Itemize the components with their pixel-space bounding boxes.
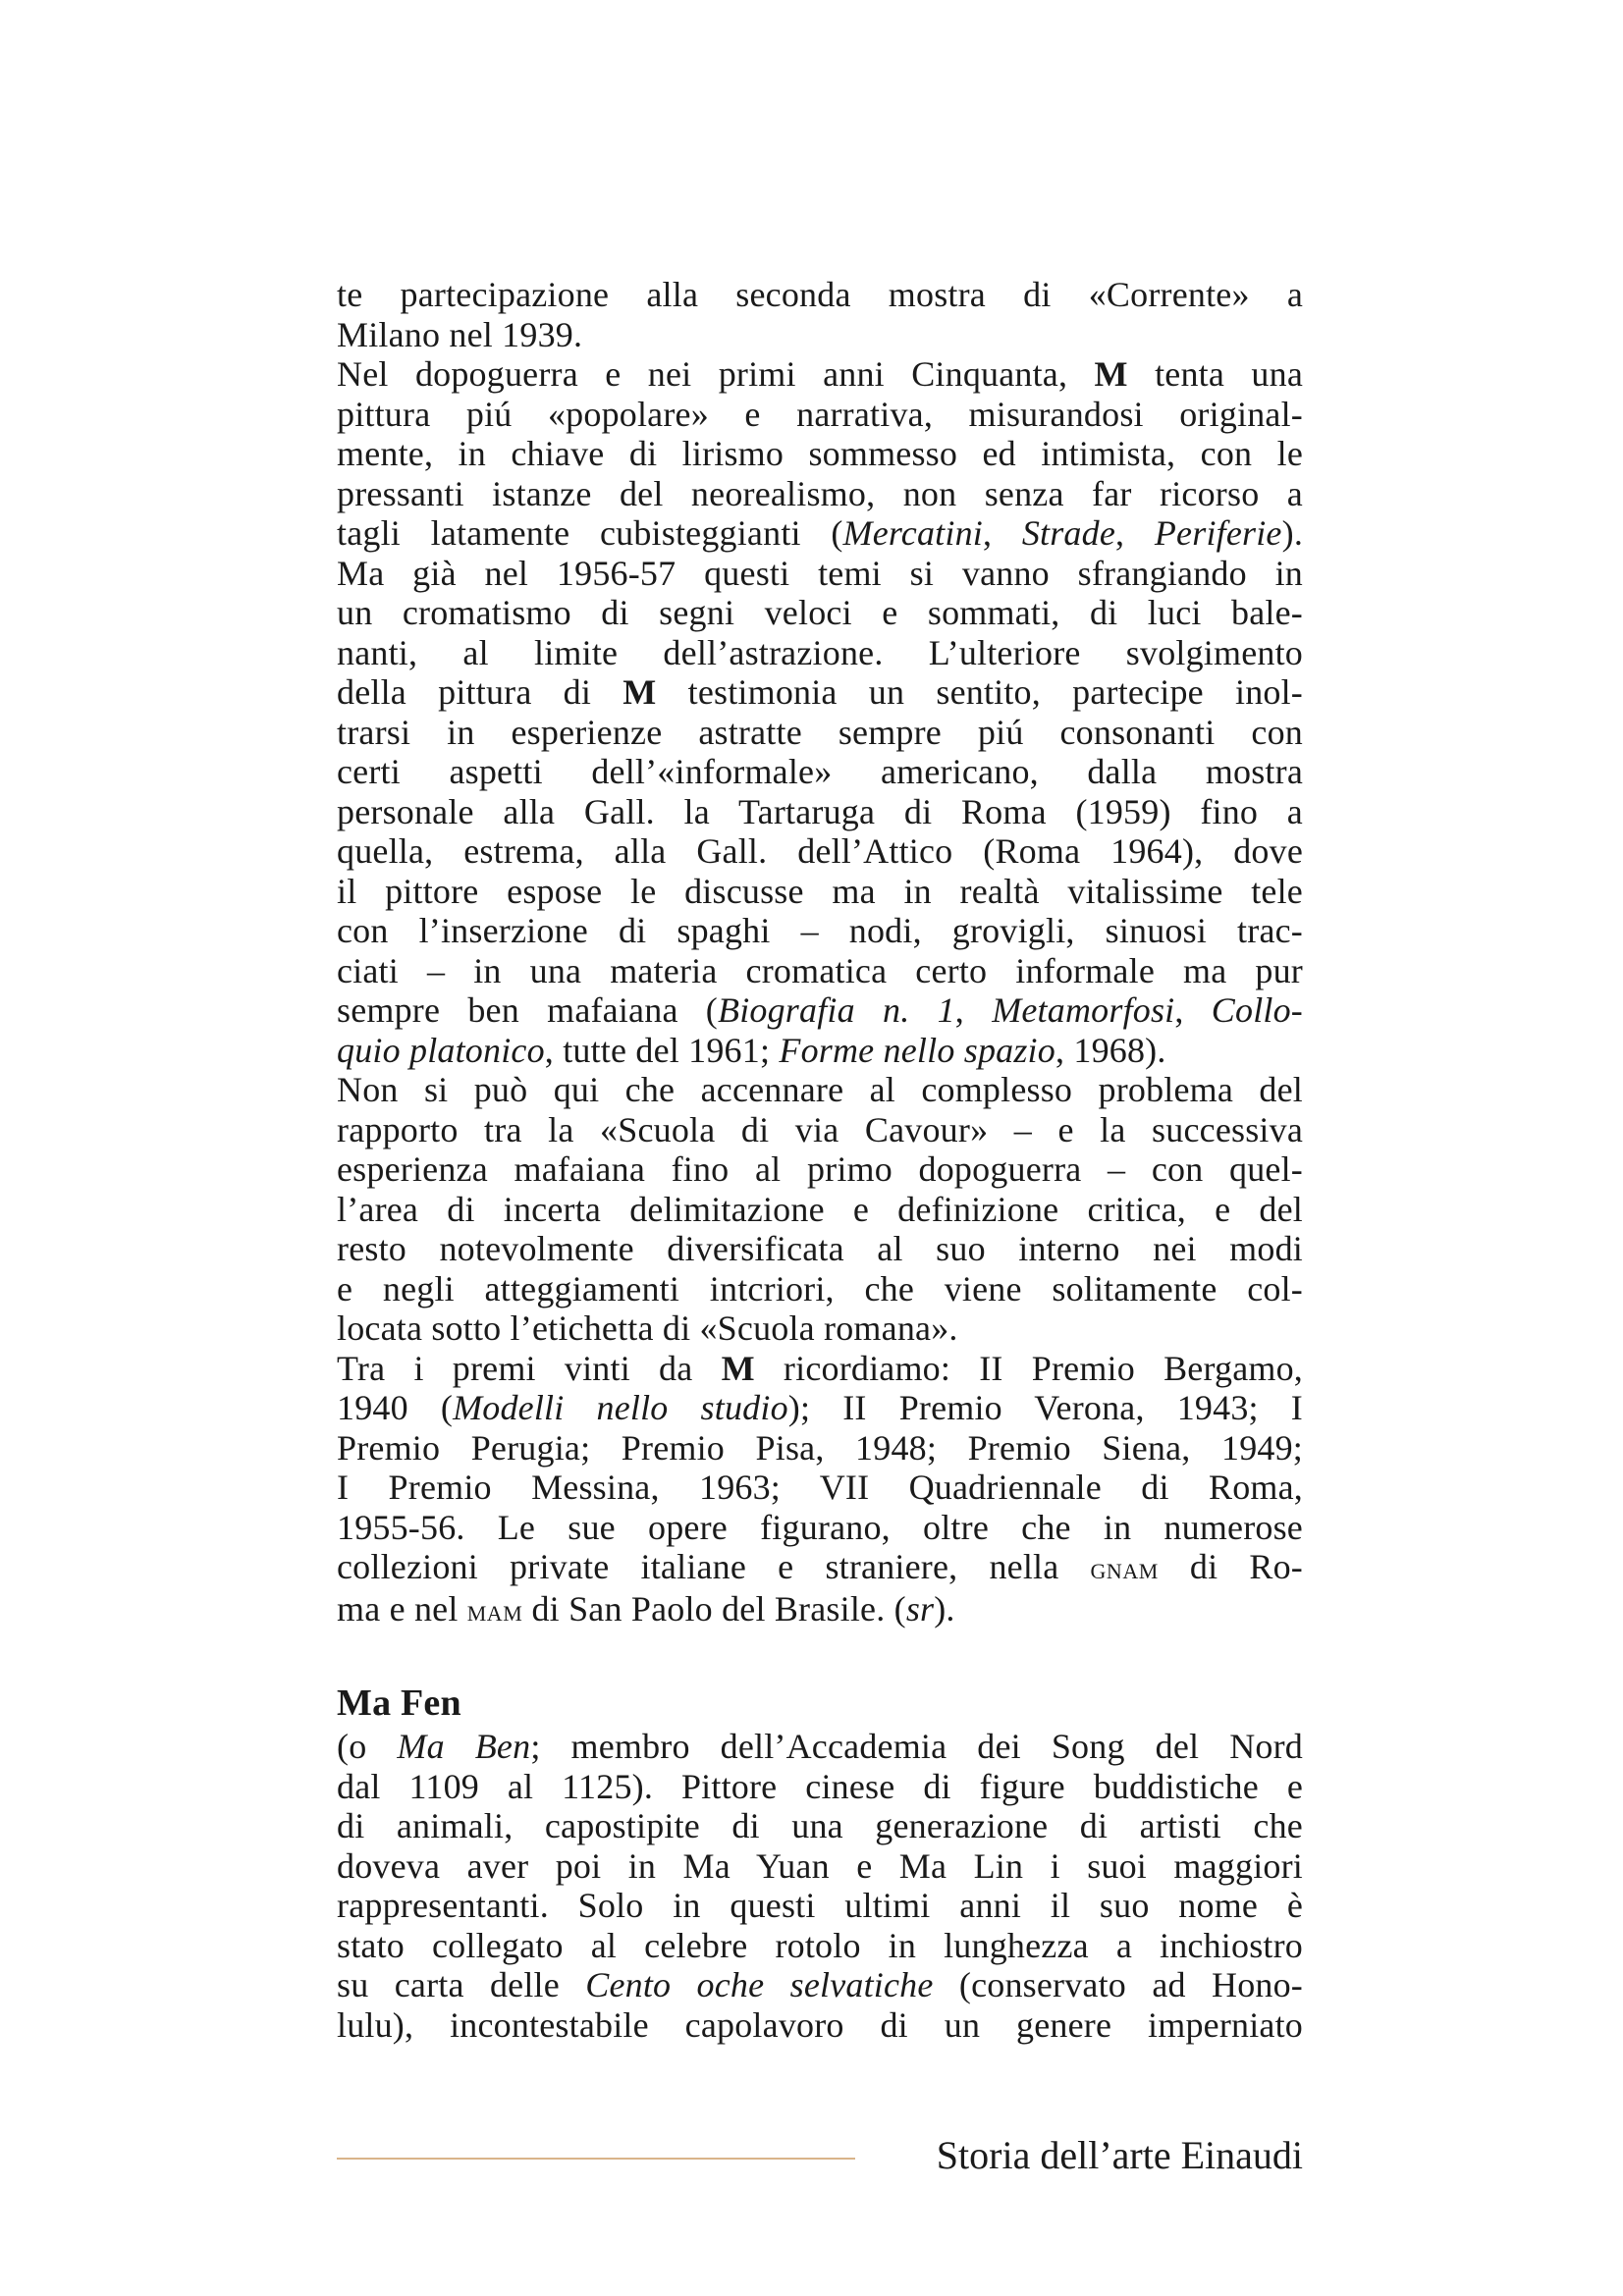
bold-run: M bbox=[622, 672, 657, 712]
text-run: personale alla Gall. la Tartaruga di Roma (1959) fino a bbox=[337, 791, 1303, 831]
text-run: , 1968). bbox=[1055, 1030, 1166, 1070]
italic-run: Mercatini bbox=[842, 513, 983, 553]
text-run: ciati – in una materia cromatica certo informale ma pur bbox=[337, 950, 1303, 990]
text-line bbox=[337, 1308, 1303, 1349]
text-line bbox=[337, 911, 1303, 951]
text-line bbox=[337, 1031, 1303, 1071]
text-line bbox=[337, 2005, 1303, 2046]
text-line bbox=[337, 872, 1303, 912]
text-run: trarsi in esperienze astratte sempre piú consonanti con bbox=[337, 712, 1303, 752]
text-line bbox=[337, 1589, 1303, 1631]
text-line bbox=[337, 990, 1303, 1031]
italic-run: Metamorfosi bbox=[992, 990, 1175, 1030]
text-run: , bbox=[1174, 990, 1212, 1030]
text-line bbox=[337, 474, 1303, 514]
text-run: Non si può qui che accennare al complesso problema del bbox=[337, 1070, 1303, 1109]
text-line bbox=[337, 1508, 1303, 1548]
text-run: doveva aver poi in Ma Yuan e Ma Lin i suoi maggiori bbox=[337, 1845, 1303, 1886]
text-run: ). bbox=[1281, 513, 1304, 553]
text-run: un cromatismo di segni veloci e sommati, di luci bale- bbox=[337, 593, 1303, 632]
page-footer bbox=[337, 2132, 1303, 2181]
text-line bbox=[337, 633, 1303, 673]
italic-run: Modelli nello studio bbox=[453, 1388, 788, 1427]
text-line bbox=[337, 1149, 1303, 1190]
text-run: esperienza mafaiana fino al primo dopoguerra – con quel- bbox=[337, 1149, 1303, 1189]
text-run: nanti, al limite dell’astrazione. L’ulteriore svolgimento bbox=[337, 632, 1303, 672]
text-run: di animali, capostipite di una generazione di artisti che bbox=[337, 1806, 1303, 1845]
text-line bbox=[337, 593, 1303, 633]
text-line bbox=[337, 713, 1303, 753]
text-run: testimonia un sentito, partecipe inol- bbox=[656, 672, 1303, 712]
text-run: ; membro dell’Accademia dei Song del Nord bbox=[530, 1727, 1303, 1766]
body-text-continuation bbox=[337, 275, 1303, 1630]
text-run: resto notevolmente diversificata al suo interno nei modi bbox=[337, 1229, 1303, 1268]
text-line bbox=[337, 354, 1303, 395]
text-run: il pittore espose le discusse ma in realtà vitalissime tele bbox=[337, 871, 1303, 911]
text-run: ricordiamo: II Premio Bergamo, bbox=[754, 1348, 1303, 1388]
text-run: di San Paolo del Brasile. ( bbox=[522, 1588, 906, 1629]
text-line bbox=[337, 513, 1303, 554]
italic-run: Cento oche selvatiche bbox=[585, 1965, 934, 2004]
text-line bbox=[337, 1727, 1303, 1767]
text-run: , bbox=[982, 513, 1022, 553]
text-column bbox=[337, 275, 1303, 2045]
text-run: mente, in chiave di lirismo sommesso ed intimista, con le bbox=[337, 434, 1303, 473]
footer-publication-title: Storia dell’arte Einaudi bbox=[936, 2133, 1303, 2177]
text-run: (conservato ad Hono- bbox=[933, 1965, 1303, 2004]
italic-run: quio platonico bbox=[337, 1030, 545, 1070]
text-line bbox=[337, 1926, 1303, 1966]
text-run: I Premio Messina, 1963; VII Quadriennale di Roma, bbox=[337, 1468, 1303, 1507]
text-run: , tutte del 1961; bbox=[544, 1030, 780, 1070]
bold-run: M bbox=[1094, 354, 1128, 394]
text-line bbox=[337, 1767, 1303, 1807]
text-line bbox=[337, 1070, 1303, 1110]
text-line bbox=[337, 1428, 1303, 1468]
text-run: di Ro- bbox=[1158, 1547, 1303, 1586]
text-line bbox=[337, 1349, 1303, 1389]
text-line bbox=[337, 792, 1303, 832]
italic-run: Periferie bbox=[1154, 513, 1282, 553]
text-run: certi aspetti dell’«informale» americano, dalla mostra bbox=[337, 752, 1303, 791]
smallcaps-run: gnam bbox=[1090, 1551, 1159, 1585]
text-run: ). bbox=[934, 1588, 955, 1629]
text-run: Tra i premi vinti da bbox=[337, 1348, 722, 1388]
text-run: 1955-56. Le sue opere figurano, oltre che in numerose bbox=[337, 1507, 1303, 1547]
text-line bbox=[337, 434, 1303, 474]
text-line bbox=[337, 1468, 1303, 1508]
italic-run: sr bbox=[905, 1588, 935, 1629]
footer-rule bbox=[337, 2158, 855, 2160]
text-run: Ma già nel 1956-57 questi temi si vanno sfrangiando in bbox=[337, 553, 1303, 593]
text-run: ); II Premio Verona, 1943; I bbox=[787, 1388, 1303, 1427]
text-run: rappresentanti. Solo in questi ultimi anni il suo nome è bbox=[337, 1886, 1303, 1925]
italic-run: Forme nello spazio bbox=[779, 1030, 1055, 1070]
text-run: locata sotto l’etichetta di «Scuola romana». bbox=[337, 1308, 958, 1348]
text-line bbox=[337, 672, 1303, 713]
italic-run: Collo- bbox=[1211, 990, 1303, 1030]
text-line bbox=[337, 554, 1303, 594]
text-line bbox=[337, 1269, 1303, 1309]
text-run: (o bbox=[337, 1727, 398, 1766]
smallcaps-run: mam bbox=[466, 1592, 523, 1628]
text-run: pittura piú «popolare» e narrativa, misurandosi original- bbox=[337, 394, 1303, 434]
italic-run: Ma Ben bbox=[397, 1727, 531, 1766]
text-run: rapporto tra la «Scuola di via Cavour» – e la successiva bbox=[337, 1109, 1303, 1149]
text-line bbox=[337, 1965, 1303, 2005]
italic-run: Biografia n. 1 bbox=[718, 990, 955, 1030]
text-run: e negli atteggiamenti intcriori, che viene solitamente col- bbox=[337, 1268, 1303, 1308]
text-run: te partecipazione alla seconda mostra di «Corrente» a bbox=[337, 275, 1303, 314]
text-run: tagli latamente cubisteggianti ( bbox=[337, 513, 843, 553]
text-run: con l’inserzione di spaghi – nodi, grovigli, sinuosi trac- bbox=[337, 911, 1303, 950]
text-line bbox=[337, 951, 1303, 991]
text-run: pressanti istanze del neorealismo, non senza far ricorso a bbox=[337, 473, 1303, 513]
text-line bbox=[337, 1547, 1303, 1589]
text-run: Premio Perugia; Premio Pisa, 1948; Premio Siena, 1949; bbox=[337, 1427, 1303, 1468]
text-run: ma e nel bbox=[337, 1588, 467, 1629]
text-run: l’area di incerta delimitazione e definizione critica, e del bbox=[337, 1189, 1303, 1229]
italic-run: Strade bbox=[1021, 513, 1116, 553]
text-line bbox=[337, 1190, 1303, 1230]
text-line bbox=[337, 275, 1303, 315]
bold-run: M bbox=[721, 1348, 755, 1388]
text-line bbox=[337, 1229, 1303, 1269]
text-line bbox=[337, 1110, 1303, 1150]
entry-heading: Ma Fen bbox=[337, 1682, 461, 1724]
text-line bbox=[337, 395, 1303, 435]
text-run: quella, estrema, alla Gall. dell’Attico (Roma 1964), dove bbox=[337, 831, 1303, 871]
text-run: Nel dopoguerra e nei primi anni Cinquanta, bbox=[337, 354, 1095, 394]
text-run: tenta una bbox=[1127, 354, 1303, 394]
text-run: Milano nel 1939. bbox=[337, 314, 583, 354]
text-run: lulu), incontestabile capolavoro di un genere imperniato bbox=[337, 2004, 1303, 2045]
text-run: dal 1109 al 1125). Pittore cinese di figure buddistiche e bbox=[337, 1766, 1303, 1806]
text-run: collezioni private italiane e straniere, nella bbox=[337, 1547, 1091, 1586]
text-run: 1940 ( bbox=[337, 1388, 454, 1427]
text-line bbox=[337, 1388, 1303, 1428]
text-run: su carta delle bbox=[337, 1965, 586, 2004]
text-run: , bbox=[1115, 513, 1155, 553]
text-line bbox=[337, 1886, 1303, 1926]
text-run: della pittura di bbox=[337, 672, 623, 712]
text-run: stato collegato al celebre rotolo in lunghezza a inchiostro bbox=[337, 1925, 1303, 1965]
text-line bbox=[337, 1846, 1303, 1887]
text-run: , bbox=[954, 990, 993, 1030]
entry-body-text bbox=[337, 1727, 1303, 2045]
text-line bbox=[337, 752, 1303, 792]
text-line bbox=[337, 1806, 1303, 1846]
text-run: sempre ben mafaiana ( bbox=[337, 990, 718, 1030]
text-line bbox=[337, 315, 1303, 355]
text-line bbox=[337, 831, 1303, 872]
